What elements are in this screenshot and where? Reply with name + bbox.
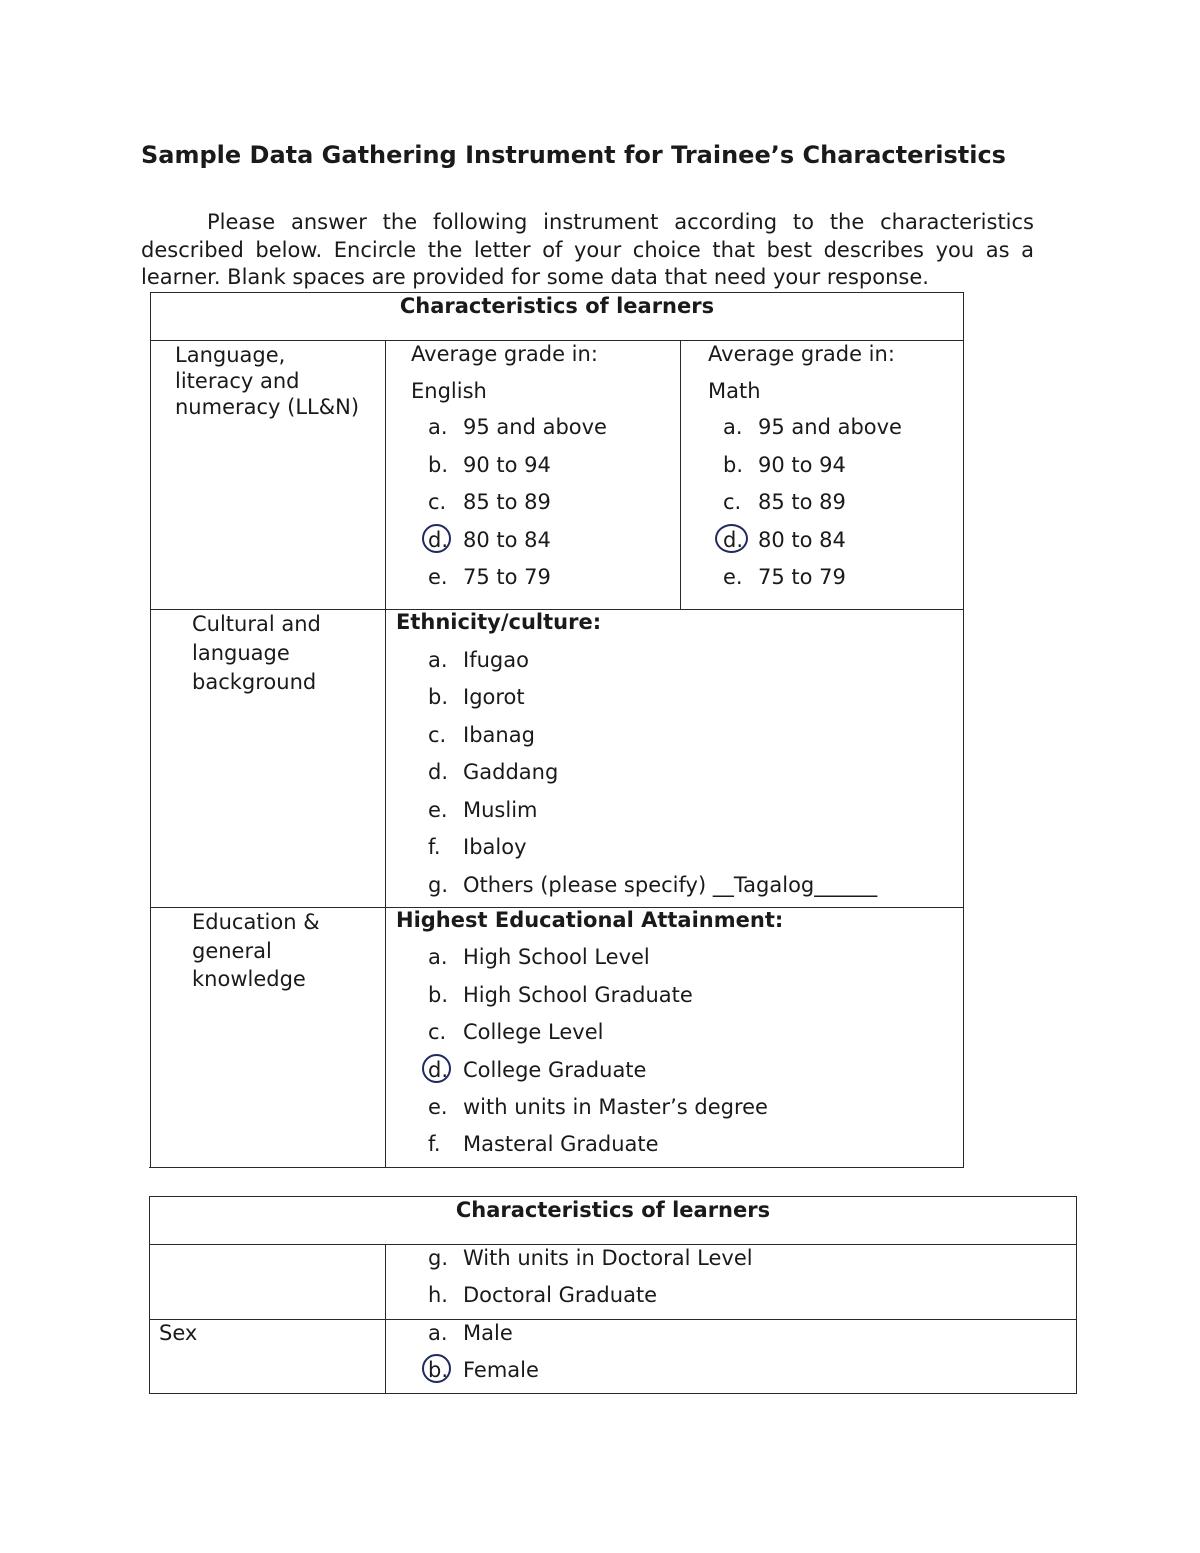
option-letter: f. — [428, 1132, 441, 1156]
option-letter: e. — [428, 565, 448, 589]
option-letter: a. — [428, 648, 448, 672]
option-letter: d. — [428, 528, 449, 552]
table-border — [149, 1319, 1077, 1320]
table-border — [149, 1196, 1077, 1197]
option-letter: g. — [428, 1246, 449, 1270]
table-border — [385, 340, 386, 1168]
option-text: Ibanag — [463, 723, 535, 747]
option-text: 95 and above — [463, 415, 607, 439]
option-text: 75 to 79 — [758, 565, 846, 589]
option-text: 75 to 79 — [463, 565, 551, 589]
option-text: College Level — [463, 1020, 604, 1044]
option-letter: a. — [428, 1321, 448, 1345]
option-letter: a. — [723, 415, 743, 439]
option-letter: c. — [428, 1020, 447, 1044]
option-text: 90 to 94 — [758, 453, 846, 477]
option-text: 85 to 89 — [463, 490, 551, 514]
option-text: 85 to 89 — [758, 490, 846, 514]
table-border — [963, 292, 964, 1168]
culture-category-label: Cultural and language background — [192, 612, 321, 694]
option-letter: b. — [428, 685, 449, 709]
option-text: High School Level — [463, 945, 650, 969]
table-border — [149, 1393, 1077, 1394]
lln-category-label: Language, literacy and numeracy (LL&N) — [175, 343, 360, 419]
option-text: Female — [463, 1358, 539, 1382]
option-letter: d. — [428, 760, 449, 784]
education-heading: Highest Educational Attainment: — [396, 908, 784, 932]
table-border — [149, 1196, 150, 1394]
option-text: 80 to 84 — [463, 528, 551, 552]
option-letter: g. — [428, 873, 449, 897]
option-letter: b. — [428, 453, 449, 477]
option-text: College Graduate — [463, 1058, 647, 1082]
document-title: Sample Data Gathering Instrument for Trainee’s Characteristics — [141, 141, 1006, 169]
option-letter: a. — [428, 945, 448, 969]
instructions-text: Please answer the following instrument according to the characteristics described below. Encircle the letter of your choice that best describes you as a learner. Blank spaces are provided for some data that need your response. — [141, 210, 1034, 289]
instructions-paragraph — [141, 209, 1034, 292]
option-text: 95 and above — [758, 415, 902, 439]
option-text: 80 to 84 — [758, 528, 846, 552]
table-border — [150, 340, 964, 341]
option-letter: e. — [723, 565, 743, 589]
table-border — [680, 340, 681, 610]
option-letter: c. — [428, 723, 447, 747]
option-letter: a. — [428, 415, 448, 439]
table-border — [150, 292, 151, 1168]
option-text: With units in Doctoral Level — [463, 1246, 753, 1270]
sex-category-label: Sex — [159, 1321, 198, 1345]
option-letter: c. — [723, 490, 742, 514]
option-letter: b. — [723, 453, 744, 477]
option-text: Doctoral Graduate — [463, 1283, 658, 1307]
education-category-label: Education & general knowledge — [192, 910, 320, 991]
math-subject: Math — [708, 379, 761, 403]
culture-heading: Ethnicity/culture: — [396, 610, 602, 634]
table-border — [150, 292, 964, 293]
table-border — [149, 1244, 1077, 1245]
option-letter: d. — [428, 1058, 449, 1082]
option-text: Muslim — [463, 798, 538, 822]
option-text: Ibaloy — [463, 835, 527, 859]
table-header: Characteristics of learners — [399, 294, 715, 318]
english-heading: Average grade in: — [411, 342, 598, 366]
option-text: Gaddang — [463, 760, 559, 784]
option-text: with units in Master’s degree — [463, 1095, 768, 1119]
option-text: Ifugao — [463, 648, 529, 672]
table-border — [385, 1244, 386, 1394]
table-header: Characteristics of learners — [455, 1198, 771, 1222]
option-text: Others (please specify) __Tagalog______ — [463, 873, 878, 897]
option-text: Male — [463, 1321, 513, 1345]
option-text: High School Graduate — [463, 983, 693, 1007]
option-text: Igorot — [463, 685, 525, 709]
option-letter: e. — [428, 1095, 448, 1119]
option-text: Masteral Graduate — [463, 1132, 659, 1156]
option-letter: d. — [723, 528, 744, 552]
english-subject: English — [411, 379, 487, 403]
option-letter: h. — [428, 1283, 448, 1307]
table-border — [149, 1167, 964, 1168]
option-letter: f. — [428, 835, 441, 859]
option-letter: b. — [428, 1358, 449, 1382]
option-text: 90 to 94 — [463, 453, 551, 477]
option-letter: c. — [428, 490, 447, 514]
table-border — [1076, 1196, 1077, 1394]
option-letter: e. — [428, 798, 448, 822]
math-heading: Average grade in: — [708, 342, 895, 366]
option-letter: b. — [428, 983, 449, 1007]
